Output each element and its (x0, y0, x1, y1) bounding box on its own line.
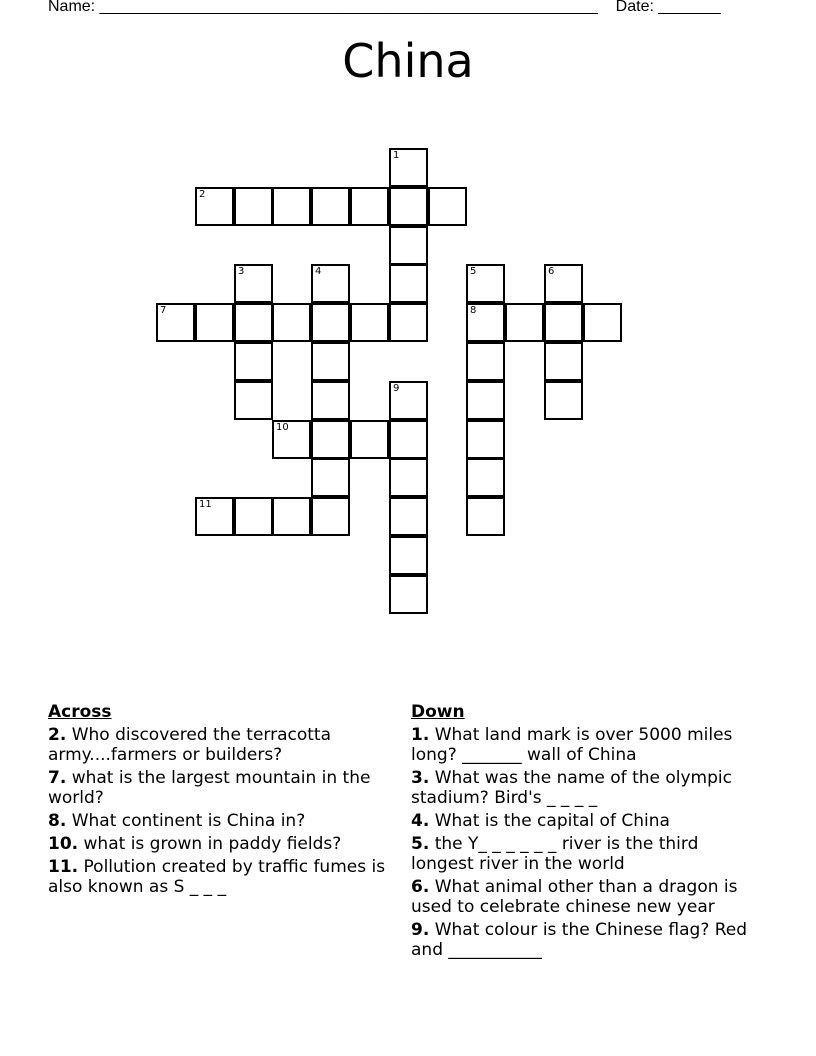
grid-cell[interactable] (389, 303, 428, 342)
grid-cell[interactable] (195, 497, 234, 536)
clue-num: 11. (48, 857, 79, 877)
grid-cell[interactable] (389, 575, 428, 614)
clue-text: Pollution created by traffic fumes is also known as S _ _ _ (48, 857, 386, 897)
grid-cell[interactable] (466, 381, 505, 420)
grid-cell[interactable] (389, 536, 428, 575)
down-clue (411, 768, 761, 808)
grid-cell[interactable] (350, 303, 389, 342)
down-clue (411, 811, 761, 831)
grid-cell[interactable] (311, 303, 350, 342)
grid-cell[interactable] (311, 420, 350, 459)
grid-cell[interactable] (272, 303, 311, 342)
date-field-label: Date: _______ (615, 0, 721, 15)
grid-cell[interactable] (466, 264, 505, 303)
grid-cell[interactable] (195, 303, 234, 342)
grid-cell[interactable] (389, 148, 428, 187)
clue-num: 3. (411, 768, 430, 788)
puzzle-title: China (342, 34, 474, 88)
grid-cell[interactable] (389, 381, 428, 420)
clue-text: the Y_ _ _ _ _ _ river is the third longest river in the world (411, 834, 699, 874)
clue-number: 9 (393, 383, 400, 394)
across-clue (48, 811, 393, 831)
clue-number: 6 (548, 266, 555, 277)
grid-cell[interactable] (234, 381, 273, 420)
grid-cell[interactable] (466, 303, 505, 342)
grid-cell[interactable] (234, 342, 273, 381)
clue-number: 5 (470, 266, 477, 277)
grid-cell[interactable] (234, 264, 273, 303)
clue-num: 10. (48, 834, 79, 854)
grid-cell[interactable] (350, 420, 389, 459)
across-clue (48, 834, 393, 854)
grid-cell[interactable] (350, 187, 389, 226)
grid-cell[interactable] (544, 381, 583, 420)
clue-num: 5. (411, 834, 430, 854)
grid-cell[interactable] (311, 342, 350, 381)
clue-num: 4. (411, 811, 430, 831)
grid-cell[interactable] (311, 497, 350, 536)
clue-number: 3 (238, 266, 245, 277)
clue-number: 2 (199, 189, 206, 200)
down-heading: Down (411, 702, 465, 722)
across-clue (48, 768, 393, 808)
across-clues (48, 702, 393, 900)
down-clue (411, 877, 761, 917)
grid-cell[interactable] (272, 187, 311, 226)
clue-text: What animal other than a dragon is used to celebrate chinese new year (411, 877, 738, 917)
name-field-label: Name: ________________________________________________________ (48, 0, 598, 15)
clue-num: 6. (411, 877, 430, 897)
clue-text: What colour is the Chinese flag? Red and ___________ (411, 920, 748, 960)
grid-cell[interactable] (389, 264, 428, 303)
grid-cell[interactable] (389, 226, 428, 265)
grid-cell[interactable] (389, 420, 428, 459)
grid-cell[interactable] (428, 187, 467, 226)
clue-text: What continent is China in? (71, 811, 306, 831)
clue-num: 1. (411, 725, 430, 745)
grid-cell[interactable] (234, 303, 273, 342)
down-clue (411, 920, 761, 960)
clue-text: What land mark is over 5000 miles long? _______ wall of China (411, 725, 733, 765)
grid-cell[interactable] (466, 420, 505, 459)
clue-number: 4 (315, 266, 322, 277)
clue-text: What is the capital of China (434, 811, 670, 831)
across-clue (48, 725, 393, 765)
grid-cell[interactable] (466, 497, 505, 536)
grid-cell[interactable] (389, 458, 428, 497)
clue-text: what is grown in paddy fields? (83, 834, 342, 854)
clue-num: 2. (48, 725, 67, 745)
clue-number: 1 (393, 150, 400, 161)
clue-text: What was the name of the olympic stadium? Bird's _ _ _ _ (411, 768, 732, 808)
clue-num: 7. (48, 768, 67, 788)
grid-cell[interactable] (272, 420, 311, 459)
grid-cell[interactable] (544, 342, 583, 381)
grid-cell[interactable] (389, 497, 428, 536)
grid-cell[interactable] (234, 497, 273, 536)
down-clue (411, 834, 761, 874)
clue-text: Who discovered the terracotta army....farmers or builders? (48, 725, 332, 765)
grid-cell[interactable] (544, 264, 583, 303)
down-clue (411, 725, 761, 765)
grid-cell[interactable] (311, 264, 350, 303)
clue-number: 10 (276, 422, 289, 433)
clue-number: 7 (160, 305, 167, 316)
grid-cell[interactable] (466, 342, 505, 381)
clue-number: 8 (470, 305, 477, 316)
grid-cell[interactable] (272, 497, 311, 536)
clue-text: what is the largest mountain in the world? (48, 768, 371, 808)
grid-cell[interactable] (156, 303, 195, 342)
grid-cell[interactable] (544, 303, 583, 342)
down-clues (411, 702, 761, 963)
clue-number: 11 (199, 499, 212, 510)
grid-cell[interactable] (505, 303, 544, 342)
grid-cell[interactable] (195, 187, 234, 226)
grid-cell[interactable] (583, 303, 622, 342)
grid-cell[interactable] (311, 187, 350, 226)
across-heading: Across (48, 702, 112, 722)
clue-num: 8. (48, 811, 67, 831)
across-clue (48, 857, 393, 897)
grid-cell[interactable] (234, 187, 273, 226)
grid-cell[interactable] (466, 458, 505, 497)
grid-cell[interactable] (389, 187, 428, 226)
clue-num: 9. (411, 920, 430, 940)
grid-cell[interactable] (311, 458, 350, 497)
grid-cell[interactable] (311, 381, 350, 420)
